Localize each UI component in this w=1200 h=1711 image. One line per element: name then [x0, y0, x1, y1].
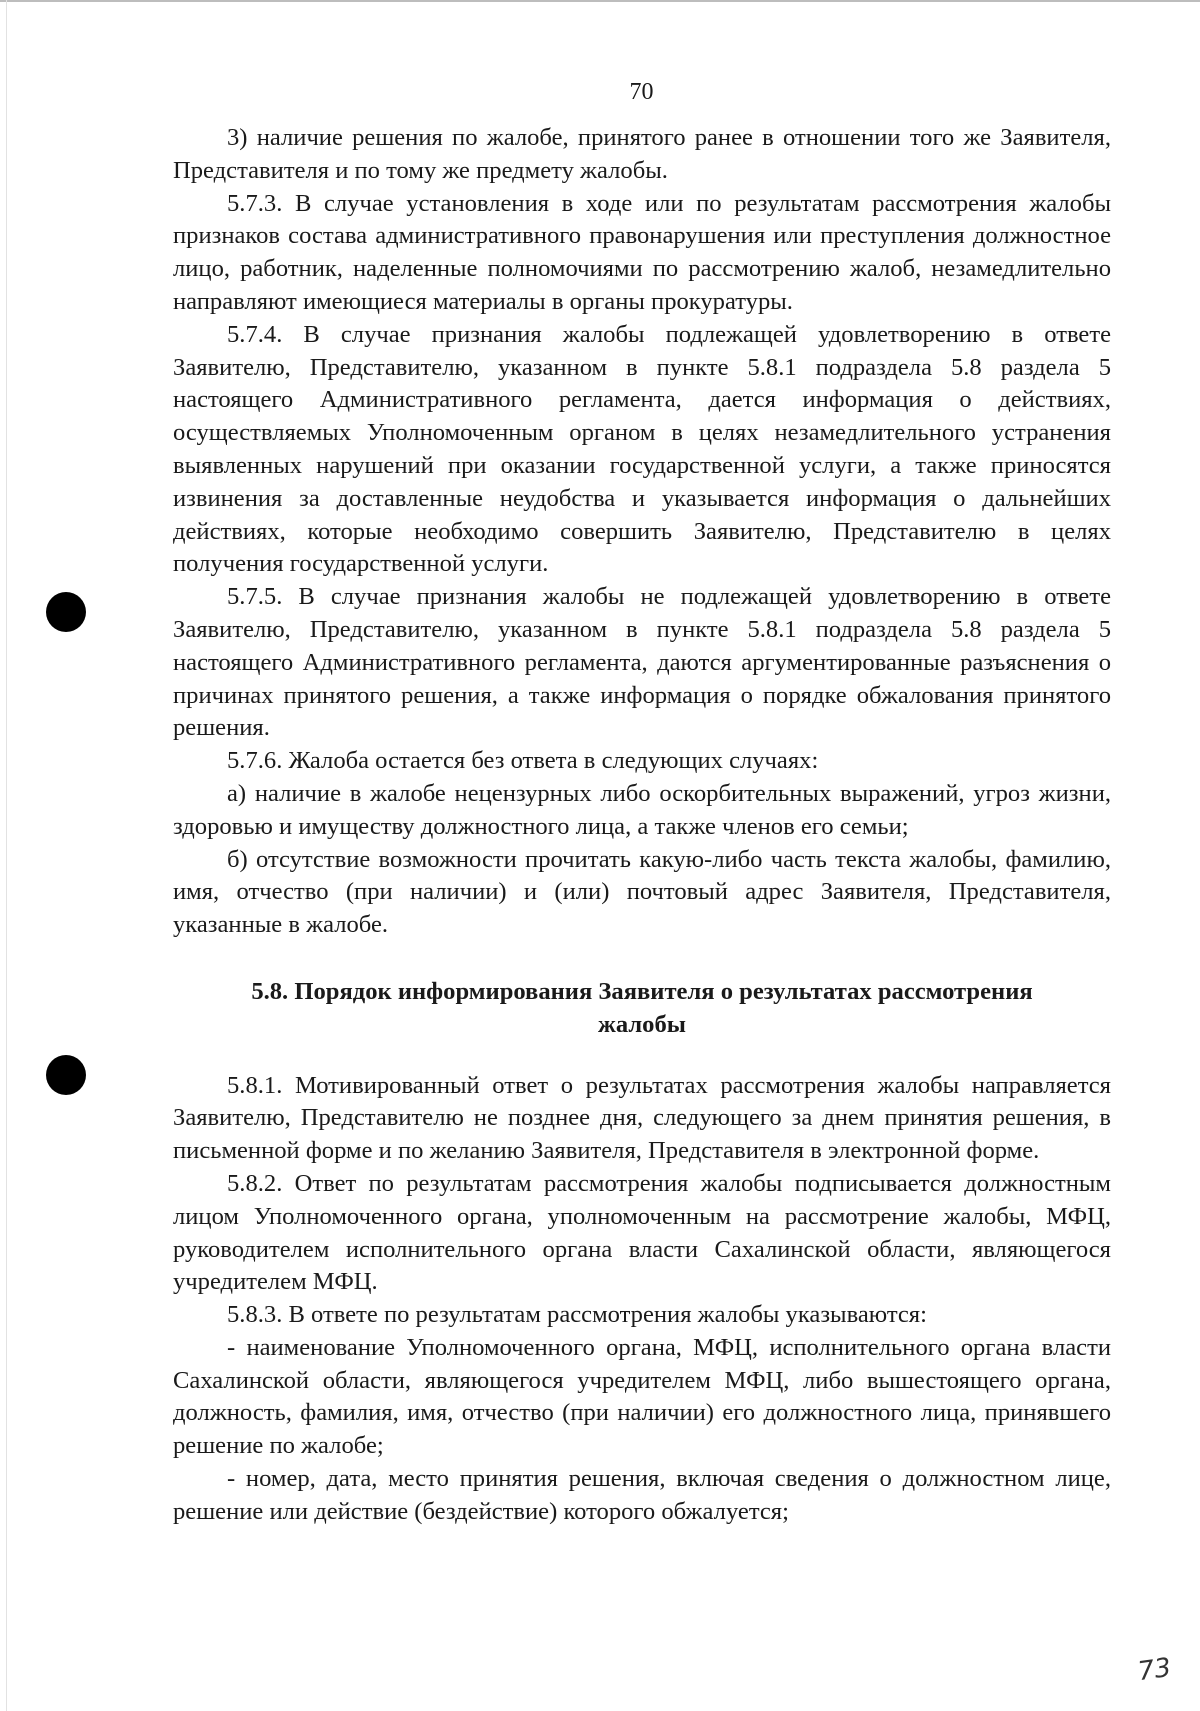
paragraph: 5.7.4. В случае признания жалобы подлежащей удовлетворению в ответе Заявителю, Представителю, указанном в пункте 5.8.1 подраздела 5.8 раздела 5 настоящего Административного регламента, дается информация о действиях, осуществляемых Уполномоченным органом в целях незамедлительного устранения выявленных нарушений при оказании государственной услуги, а также приносятся извинения за доставленные неудобства и указывается информация о дальнейших действиях, которые необходимо совершить Заявителю, Представителю в целях получения государственной услуги. — [173, 320, 1111, 578]
scan-top-edge — [0, 0, 1200, 2]
paragraph: 5.8.2. Ответ по результатам рассмотрения жалобы подписывается должностным лицом Уполномоченного органа, уполномоченным на рассмотрение жалобы, МФЦ, руководителем исполнительного органа власти Сахалинской области, являющегося учредителем МФЦ. — [173, 1169, 1111, 1296]
paragraph: 5.8.3. В ответе по результатам рассмотрения жалобы указываются: — [227, 1301, 927, 1329]
paragraph: - наименование Уполномоченного органа, МФЦ, исполнительного органа власти Сахалинской области, являющегося учредителем МФЦ, либо вышестоящего органа, должность, фамилия, имя, отчество (при наличии) его должностного лица, принявшего решение по жалобе; — [173, 1333, 1111, 1460]
punch-hole — [46, 592, 86, 632]
paragraph: 3) наличие решения по жалобе, принятого ранее в отношении того же Заявителя, Представителя и по тому же предмету жалобы. — [173, 124, 1111, 184]
section-heading-line: 5.8. Порядок информирования Заявителя о результатах рассмотрения — [251, 977, 1033, 1005]
page-number: 70 — [629, 79, 654, 105]
paragraph: 5.7.6. Жалоба остается без ответа в следующих случаях: — [227, 747, 819, 775]
handwritten-folio-number: 73 — [1136, 1652, 1174, 1688]
paragraph: а) наличие в жалобе нецензурных либо оскорбительных выражений, угроз жизни, здоровью и имуществу должностного лица, а также членов его семьи; — [173, 779, 1111, 840]
paragraph: - номер, дата, место принятия решения, включая сведения о должностном лице, решение или действие (бездействие) которого обжалуется; — [173, 1465, 1111, 1525]
scan-left-edge — [6, 0, 7, 1711]
section-heading-line: жалобы — [598, 1010, 686, 1038]
punch-hole — [46, 1055, 86, 1095]
paragraph: б) отсутствие возможности прочитать какую-либо часть текста жалобы, фамилию, имя, отчество (при наличии) и (или) почтовый адрес Заявителя, Представителя, указанные в жалобе. — [173, 845, 1111, 939]
paragraph: 5.7.3. В случае установления в ходе или по результатам рассмотрения жалобы признаков состава административного правонарушения или преступления должностное лицо, работник, наделенные полномочиями по рассмотрению жалоб, незамедлительно направляют имеющиеся материалы в органы прокуратуры. — [173, 189, 1111, 315]
paragraph: 5.7.5. В случае признания жалобы не подлежащей удовлетворению в ответе Заявителю, Представителю, указанном в пункте 5.8.1 подраздела 5.8 раздела 5 настоящего Административного регламента, даются аргументированные разъяснения о причинах принятого решения, а также информация о порядке обжалования принятого решения. — [173, 583, 1111, 742]
section-heading — [173, 976, 1111, 1042]
document-body — [173, 122, 1111, 1529]
paragraph: 5.8.1. Мотивированный ответ о результатах рассмотрения жалобы направляется Заявителю, Представителю не позднее дня, следующего за днем принятия решения, в письменной форме и по желанию Заявителя, Представителя в электронной форме. — [173, 1071, 1111, 1165]
